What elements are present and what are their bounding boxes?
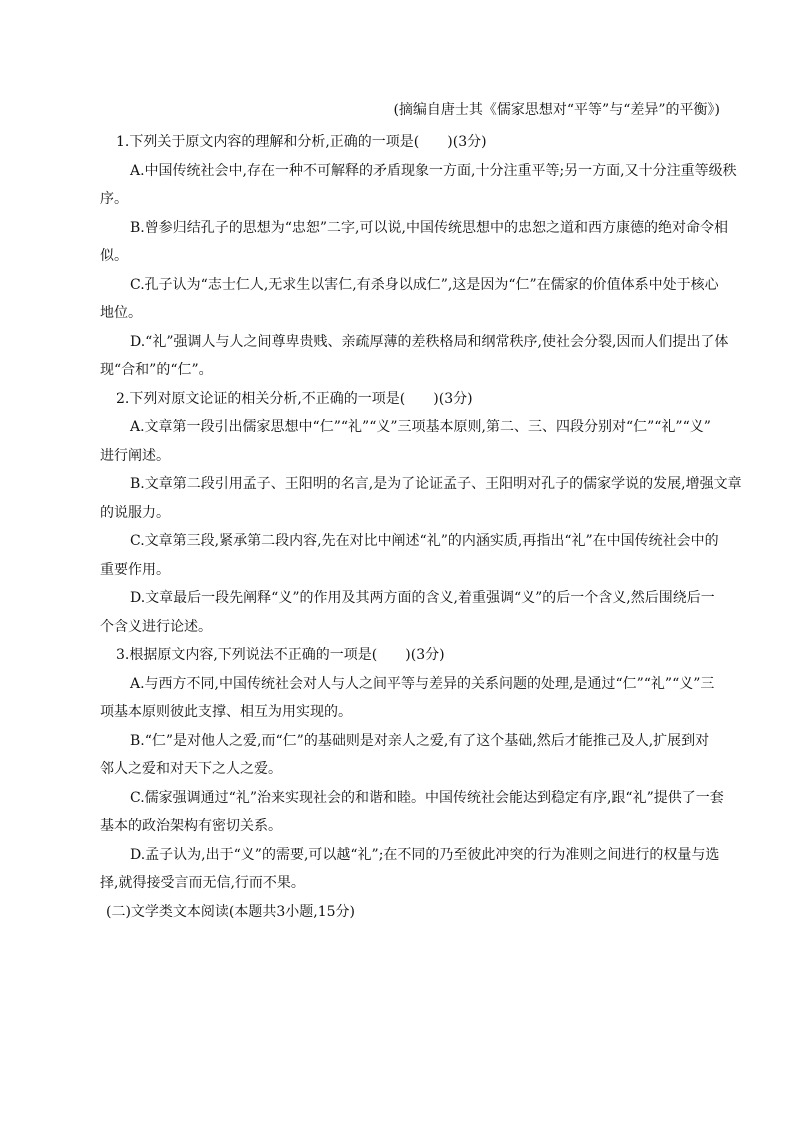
question-stem: 3.根据原文内容,下列说法不正确的一项是( )(3分): [116, 647, 445, 663]
section-title: (二)文学类文本阅读(本题共3小题,15分): [106, 903, 356, 920]
option-b-line-1: B.曾参归结孔子的思想为“忠恕”二字,可以说,中国传统思想中的忠恕之道和西方康德的绝对命令相: [130, 219, 728, 236]
option-c-line-1: C.文章第三段,紧承第二段内容,先在对比中阐述“礼”的内涵实质,再指出“礼”在中国传统社会中的: [130, 533, 719, 549]
option-d-line-2: 现“合和”的“仁”。: [100, 362, 213, 378]
option-c-line-1: C.孔子认为“志士仁人,无求生以害仁,有杀身以成仁”,这是因为“仁”在儒家的价值体系中处于核心: [130, 276, 719, 293]
option-d-line-2: 个含义进行论述。: [100, 618, 212, 635]
option-a-line-2: 序。: [100, 191, 128, 207]
option-d-line-1: D.孟子认为,出于“义”的需要,可以越“礼”;在不同的乃至彼此冲突的行为准则之间进行的权量与选: [130, 846, 720, 863]
option-c-line-2: 基本的政治架构有密切关系。: [100, 818, 282, 834]
question-2: [100, 385, 742, 642]
option-b-line-1: B.文章第二段引用孟子、王阳明的名言,是为了论证孟子、王阳明对孔子的儒家学说的发展,增强文章: [130, 476, 742, 492]
option-a-line-1: A.文章第一段引出儒家思想中“仁”“礼”“义”三项基本原则,第二、三、四段分别对“仁”“礼”“义”: [130, 419, 711, 435]
option-c-line-1: C.儒家强调通过“礼”治来实现社会的和谐和睦。中国传统社会能达到稳定有序,跟“礼”提供了一套: [130, 789, 724, 806]
option-a-line-1: A.与西方不同,中国传统社会对人与人之间平等与差异的关系问题的处理,是通过“仁”“礼”“义”三: [130, 675, 715, 692]
questions-block: [100, 128, 742, 926]
option-d-line-1: D.“礼”强调人与人之间尊卑贵贱、亲疏厚薄的差秩格局和纲常秩序,使社会分裂,因而人们提出了体: [130, 333, 729, 350]
source-citation: (摘编自唐士其《儒家思想对“平等”与“差异”的平衡》): [393, 102, 720, 118]
option-b-line-2: 邻人之爱和对天下之人之爱。: [100, 761, 282, 777]
option-b-line-2: 似。: [100, 248, 128, 264]
option-c-line-2: 重要作用。: [100, 561, 170, 578]
option-c-line-2: 地位。: [100, 305, 142, 321]
question-1: [100, 128, 737, 385]
option-a-line-2: 进行阐述。: [100, 447, 170, 464]
option-a-line-1: A.中国传统社会中,存在一种不可解释的矛盾现象一方面,十分注重平等;另一方面,又十分注重等级秩: [130, 162, 737, 179]
question-stem: 2.下列对原文论证的相关分析,不正确的一项是( )(3分): [116, 390, 473, 407]
option-b-line-1: B.“仁”是对他人之爱,而“仁”的基础则是对亲人之爱,有了这个基础,然后才能推己及人,扩展到对: [130, 732, 710, 749]
question-3: [100, 641, 722, 898]
option-d-line-1: D.文章最后一段先阐释“义”的作用及其两方面的含义,着重强调“义”的后一个含义,然后围绕后一: [130, 590, 715, 606]
option-a-line-2: 项基本原则彼此支撑、相互为用实现的。: [100, 704, 352, 720]
question-stem: 1.下列关于原文内容的理解和分析,正确的一项是( )(3分): [116, 134, 487, 150]
option-d-line-2: 择,就得接受言而无信,行而不果。: [100, 875, 305, 891]
option-b-line-2: 的说服力。: [100, 504, 170, 521]
